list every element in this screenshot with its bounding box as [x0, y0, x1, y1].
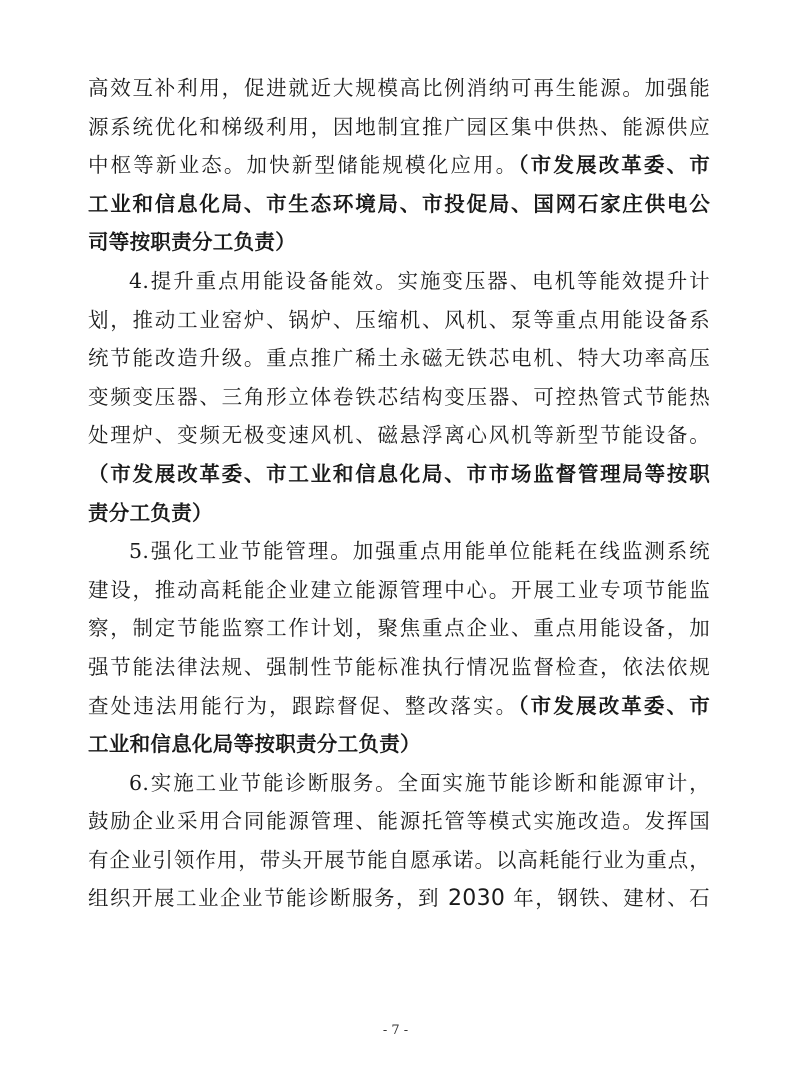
text-line: 察，制定节能监察工作计划，聚焦重点企业、重点用能设备，加 — [88, 616, 710, 641]
text-line: 处理炉、变频无极变速风机、磁悬浮离心风机等新型节能设备。 — [88, 423, 710, 448]
text-span: 组织开展工业企业节能诊断服务，到 — [88, 886, 448, 911]
text-line: 建设，推动高耗能企业建立能源管理中心。开展工业专项节能监 — [88, 577, 710, 602]
text-line — [88, 687, 710, 726]
paragraph-heading-line: 5.强化工业节能管理。加强重点用能单位能耗在线监测系统 — [129, 539, 710, 564]
document-body — [88, 69, 710, 918]
responsibility-note-line: （市发展改革委、市工业和信息化局、市市场监督管理局等按职 — [88, 461, 710, 486]
text-span: 年，钢铁、建材、石 — [505, 886, 710, 911]
paragraph-heading-line: 4.提升重点用能设备能效。实施变压器、电机等能效提升计 — [129, 268, 710, 293]
text-line: 划，推动工业窑炉、锅炉、压缩机、风机、泵等重点用能设备系 — [88, 307, 710, 332]
responsibility-note-line: 责分工负责） — [88, 500, 213, 525]
page-number: - 7 - — [382, 1023, 409, 1038]
text-line — [88, 146, 710, 185]
text-line: 鼓励企业采用合同能源管理、能源托管等模式实施改造。发挥国 — [88, 809, 710, 834]
responsibility-note: （市发展改革委、市 — [518, 693, 710, 718]
text-span: 中枢等新业态。加快新型储能规模化应用。 — [88, 153, 519, 178]
text-line: 变频变压器、三角形立体卷铁芯结构变压器、可控热管式节能热 — [88, 384, 710, 409]
text-line: 强节能法律法规、强制性节能标准执行情况监督检查，依法依规 — [88, 654, 710, 679]
text-line: 统节能改造升级。重点推广稀土永磁无铁芯电机、特大功率高压 — [88, 346, 710, 371]
paragraph-heading-line: 6.实施工业节能诊断服务。全面实施节能诊断和能源审计， — [129, 770, 710, 795]
text-line — [88, 879, 710, 918]
year-number: 2030 — [447, 886, 506, 912]
text-line: 源系统优化和梯级利用，因地制宜推广园区集中供热、能源供应 — [88, 114, 710, 139]
responsibility-note-line: 工业和信息化局等按职责分工负责） — [88, 732, 421, 757]
responsibility-note-line: 司等按职责分工负责） — [88, 230, 296, 255]
text-span: 查处违法用能行为，跟踪督促、整改落实。 — [88, 693, 519, 718]
text-line: 高效互补利用，促进就近大规模高比例消纳可再生能源。加强能 — [88, 76, 710, 100]
responsibility-note: （市发展改革委、市 — [518, 153, 710, 178]
responsibility-note-line: 工业和信息化局、市生态环境局、市投促局、国网石家庄供电公 — [88, 191, 710, 216]
text-line: 有企业引领作用，带头开展节能自愿承诺。以高耗能行业为重点， — [88, 847, 710, 872]
